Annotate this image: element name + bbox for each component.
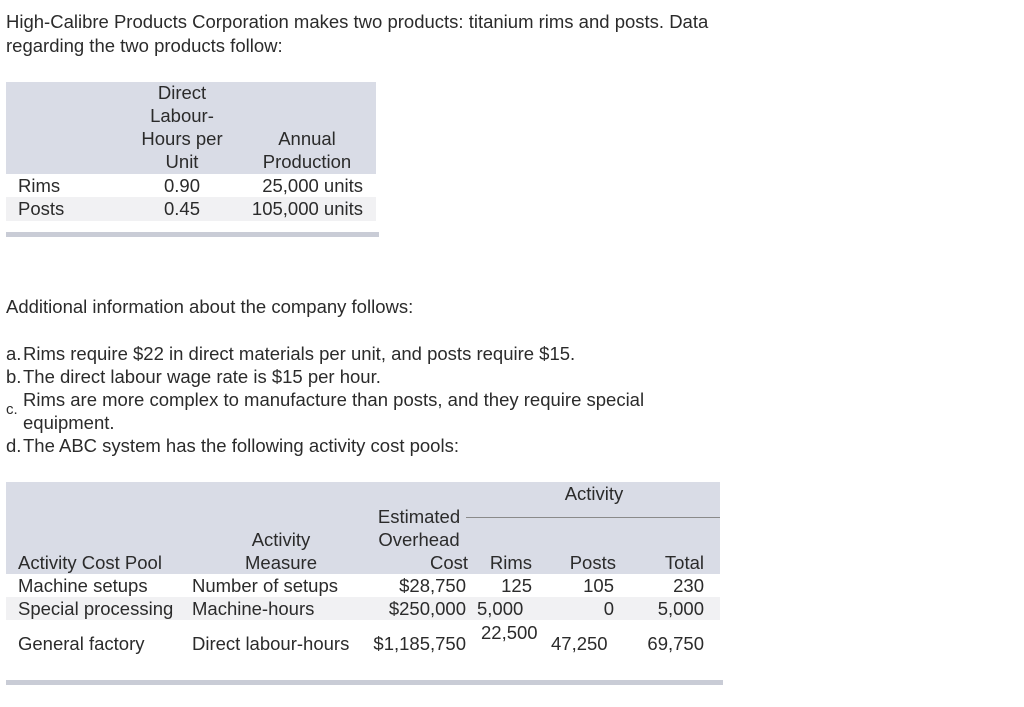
row-posts-label: Posts — [18, 198, 65, 219]
intro-line-2: regarding the two products follow: — [6, 35, 283, 56]
row-2-pool: Special processing — [18, 598, 174, 619]
item-a-marker: a. — [6, 343, 22, 364]
row-2-rims: 5,000 — [477, 598, 524, 619]
header-rims: Rims — [489, 552, 532, 573]
header-activity-group: Activity — [564, 483, 624, 504]
item-c-marker: c. — [6, 401, 18, 418]
row-3-posts: 47,250 — [551, 633, 608, 654]
header-overhead: Overhead — [378, 529, 460, 550]
row-3-measure: Direct labour-hours — [192, 633, 350, 654]
row-1-total: 230 — [673, 575, 704, 596]
row-3-total: 69,750 — [647, 633, 704, 654]
row-2-total: 5,000 — [657, 598, 704, 619]
row-1-cost: $28,750 — [399, 575, 466, 596]
header-activity-cost-pool: Activity Cost Pool — [18, 552, 162, 573]
header-unit: Unit — [165, 151, 199, 172]
row-2-measure: Machine-hours — [192, 598, 315, 619]
row-3-cost: $1,185,750 — [373, 633, 466, 654]
item-d-text: The ABC system has the following activity cost pools: — [23, 435, 459, 456]
row-rims-production: 25,000 units — [262, 175, 363, 196]
additional-info-heading: Additional information about the company follows: — [6, 296, 414, 317]
item-c-text-line-1: Rims are more complex to manufacture than posts, and they require special — [23, 389, 645, 410]
header-annual: Annual — [278, 128, 336, 149]
row-1-rims: 125 — [501, 575, 532, 596]
item-b-marker: b. — [6, 366, 22, 387]
item-b-text: The direct labour wage rate is $15 per hour. — [23, 366, 381, 387]
header-direct: Direct — [157, 82, 207, 103]
item-a-text: Rims require $22 in direct materials per unit, and posts require $15. — [23, 343, 576, 364]
row-rims-hours: 0.90 — [163, 175, 200, 196]
header-posts: Posts — [569, 552, 616, 573]
header-total: Total — [664, 552, 704, 573]
activity-group-underline — [466, 517, 720, 518]
row-3-rims: 22,500 — [481, 622, 538, 643]
activity-table-bottom-rule — [6, 680, 723, 685]
row-1-pool: Machine setups — [18, 575, 148, 596]
row-1-measure: Number of setups — [192, 575, 339, 596]
item-c-text-line-2: equipment. — [23, 412, 115, 433]
row-2-cost: $250,000 — [388, 598, 466, 619]
row-posts-hours: 0.45 — [163, 198, 200, 219]
row-posts-production: 105,000 units — [251, 198, 363, 219]
header-cost: Cost — [429, 552, 468, 573]
row-1-posts: 105 — [583, 575, 614, 596]
header-activity: Activity — [251, 529, 311, 550]
intro-line-1: High-Calibre Products Corporation makes two products: titanium rims and posts. Data — [6, 11, 709, 32]
row-2-posts: 0 — [603, 598, 614, 619]
product-table-bottom-rule — [6, 232, 379, 237]
header-production: Production — [262, 151, 352, 172]
header-estimated: Estimated — [377, 506, 461, 527]
header-labour: Labour- — [150, 105, 214, 126]
header-hours-per: Hours per — [141, 128, 223, 149]
row-rims-label: Rims — [18, 175, 61, 196]
item-d-marker: d. — [6, 435, 22, 456]
header-measure: Measure — [245, 552, 317, 573]
row-3-pool: General factory — [18, 633, 145, 654]
